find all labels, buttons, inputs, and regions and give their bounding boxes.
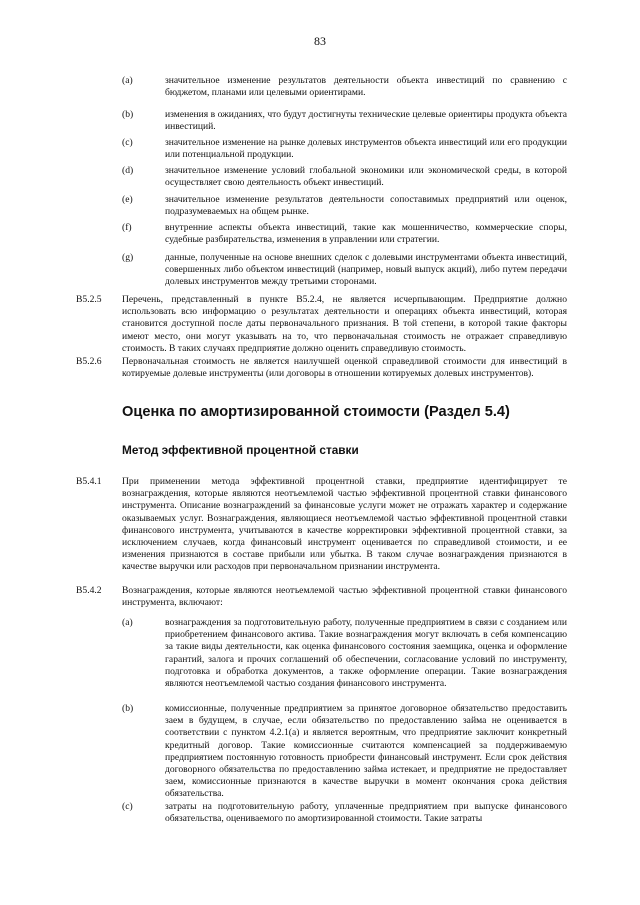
paragraph-number: B5.2.6 <box>76 356 102 367</box>
list-item-text: затраты на подготовительную работу, уплаченные предприятием при выпуске финансового обязательства, оцениваемого по амортизированной стоимости. Такие затраты <box>165 801 567 825</box>
subsection-heading: Метод эффективной процентной ставки <box>122 443 359 457</box>
list-marker: (a) <box>122 617 133 628</box>
list-item-text: комиссионные, полученные предприятием за принятое договорное обязательство предоставить заем в будущем, в случае, если обязательство по предоставлению займа не оценивается в соответствии с пунктом 4.2.1(a) и является вероятным, что предприятие заключит конкретный кредитный договор. Такие комиссионные считаются компенсацией за поддерживаемую предприятием постоянную готовность приобрести финансовый инструмент. Если срок действия договорного обязательства по предоставлению займа истекает, и предприятие не предоставляет заем, комиссионные признаются в качестве выручки в момент окончания срока действия обязательства. <box>165 703 567 800</box>
list-marker: (b) <box>122 703 134 714</box>
list-item-text: значительное изменение условий глобальной экономики или экономической среды, в которой осуществляет свою деятельность объект инвестиций. <box>165 165 567 189</box>
paragraph-text: При применении метода эффективной процентной ставки, предприятие идентифицирует те вознаграждения, которые являются неотъемлемой частью эффективной процентной ставки финансового инструмента. Описание вознаграждений за финансовые услуги может не отражать характер и содержание оказываемых услуг. Вознаграждения, являющиеся неотъемлемой частью эффективной процентной ставки финансового инструмента, учитываются в качестве корректировки эффективной процентной ставки, за исключением случаев, когда финансовый инструмент оценивается по справедливой стоимости, и ее изменения признаются в составе прибыли или убытка. В таком случае вознаграждения признаются в качестве выручки или расходов при первоначальном признании инструмента. <box>122 476 567 573</box>
paragraph-number: B5.2.5 <box>76 294 102 305</box>
paragraph-number: B5.4.2 <box>76 585 102 596</box>
list-marker: (d) <box>122 165 134 176</box>
list-marker: (b) <box>122 109 134 120</box>
list-item-text: значительное изменение результатов деятельности объекта инвестиций по сравнению с бюджетом, планами или целевыми ориентирами. <box>165 75 567 99</box>
list-marker: (f) <box>122 222 132 233</box>
list-marker: (g) <box>122 252 134 263</box>
list-item-text: значительное изменение результатов деятельности сопоставимых предприятий или оценок, подразумеваемых на общем рынке. <box>165 194 567 218</box>
list-item-text: значительное изменение на рынке долевых инструментов объекта инвестиций или его продукции или потенциальной продукции. <box>165 137 567 161</box>
list-item-text: вознаграждения за подготовительную работу, полученные предприятием в связи с созданием или приобретением финансового актива. Такие вознаграждения могут включать в себя компенсацию за такие виды деятельности, как оценка финансового состояния заемщика, оценка и оформление гарантий, залога и прочих соглашений об обеспечении, согласование условий по инструменту, подготовка и обработка документов, а также оформление операции. Такие вознаграждения являются неотъемлемой частью создания финансового инструмента. <box>165 617 567 690</box>
list-marker: (a) <box>122 75 133 86</box>
paragraph-text: Вознаграждения, которые являются неотъемлемой частью эффективной процентной ставки финансового инструмента, включают: <box>122 585 567 609</box>
paragraph-number: B5.4.1 <box>76 476 102 487</box>
paragraph-text: Первоначальная стоимость не является наилучшей оценкой справедливой стоимости для инвестиций в котируемые долевые инструменты (или договоры в отношении котируемых долевых инструментов). <box>122 356 567 380</box>
list-item-text: внутренние аспекты объекта инвестиций, такие как мошенничество, коммерческие споры, судебные разбирательства, изменения в управлении или стратегии. <box>165 222 567 246</box>
list-marker: (e) <box>122 194 133 205</box>
paragraph-text: Перечень, представленный в пункте B5.2.4, не является исчерпывающим. Предприятие должно использовать всю информацию о результатах деятельности и операциях объекта инвестиций, которая становится доступной после даты первоначального признания. В той степени, в которой такие факторы имеют место, они могут указывать на то, что первоначальная стоимость не отражает справедливую стоимость. В таких случаях предприятие должно оценить справедливую стоимость. <box>122 294 567 354</box>
list-item-text: изменения в ожиданиях, что будут достигнуты технические целевые ориентиры продукта объекта инвестиций. <box>165 109 567 133</box>
list-marker: (c) <box>122 801 133 812</box>
page-number: 83 <box>314 34 326 48</box>
list-item-text: данные, полученные на основе внешних сделок с долевыми инструментами объекта инвестиций, совершенных либо объектом инвестиций (например, новый выпуск акций), либо путем передачи долевых инструментов между третьими сторонами. <box>165 252 567 288</box>
list-marker: (c) <box>122 137 133 148</box>
section-heading: Оценка по амортизированной стоимости (Раздел 5.4) <box>122 404 510 420</box>
